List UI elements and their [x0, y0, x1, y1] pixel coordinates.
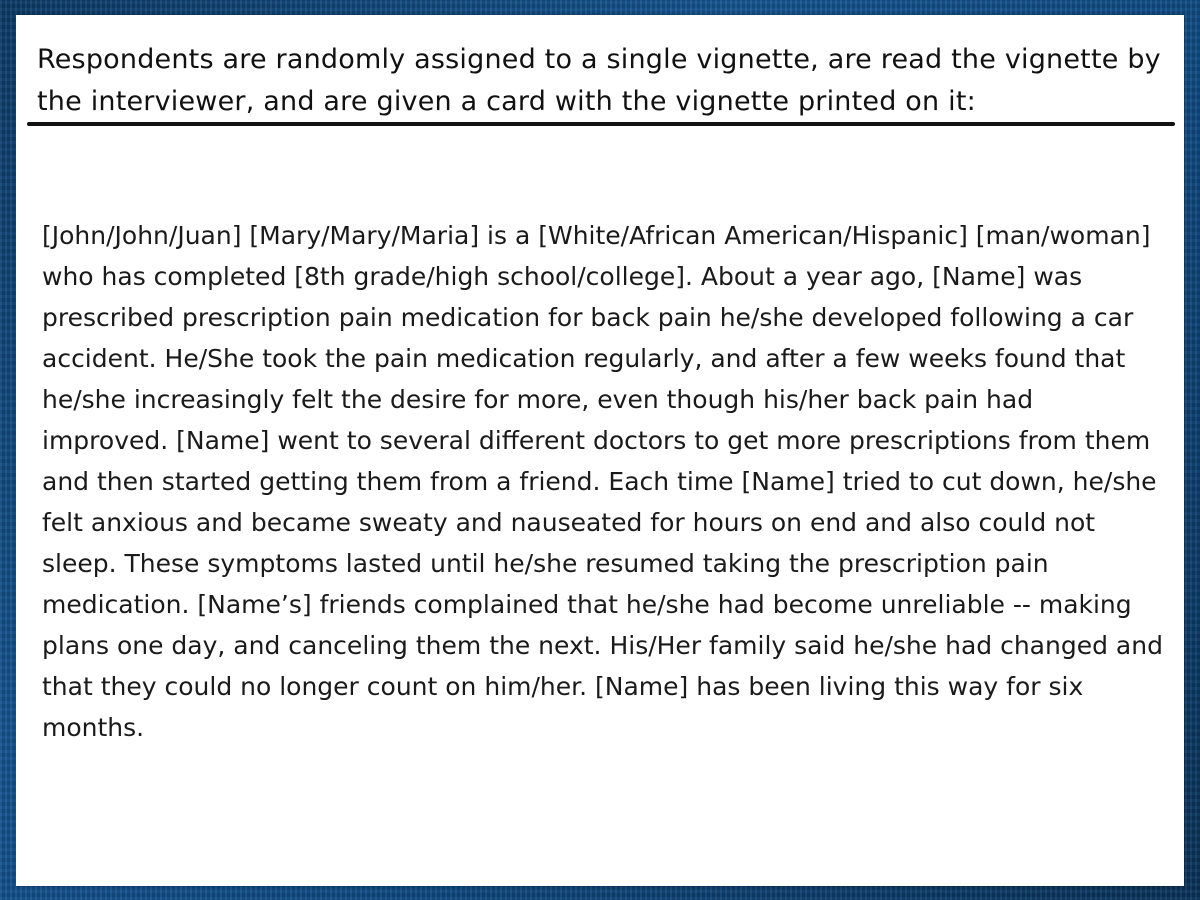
slide-card: [16, 15, 1184, 886]
intro-heading: Respondents are randomly assigned to a single vignette, are read the vignette by the interviewer, and are given a card with the vignette printed on it:: [37, 44, 1161, 117]
vignette-paragraph: [John/John/Juan] [Mary/Mary/Maria] is a [White/African American/Hispanic] [man/woman] who has completed [8th grade/high school/college]. About a year ago, [Name] was prescribed prescription pain medication for back pain he/she developed following a car accident. He/She took the pain medication regularly, and after a few weeks found that he/she increasingly felt the desire for more, even though his/her back pain had improved. [Name] went to several different doctors to get more prescriptions from them and then started getting them from a friend. Each time [Name] tried to cut down, he/she felt anxious and became sweaty and nauseated for hours on end and also could not sleep. These symptoms lasted until he/she resumed taking the prescription pain medication. [Name’s] friends complained that he/she had become unreliable -- making plans one day, and canceling them the next. His/Her family said he/she had changed and that they could no longer count on him/her. [Name] has been living this way for six months.: [42, 221, 1163, 742]
header-divider: [27, 122, 1175, 126]
